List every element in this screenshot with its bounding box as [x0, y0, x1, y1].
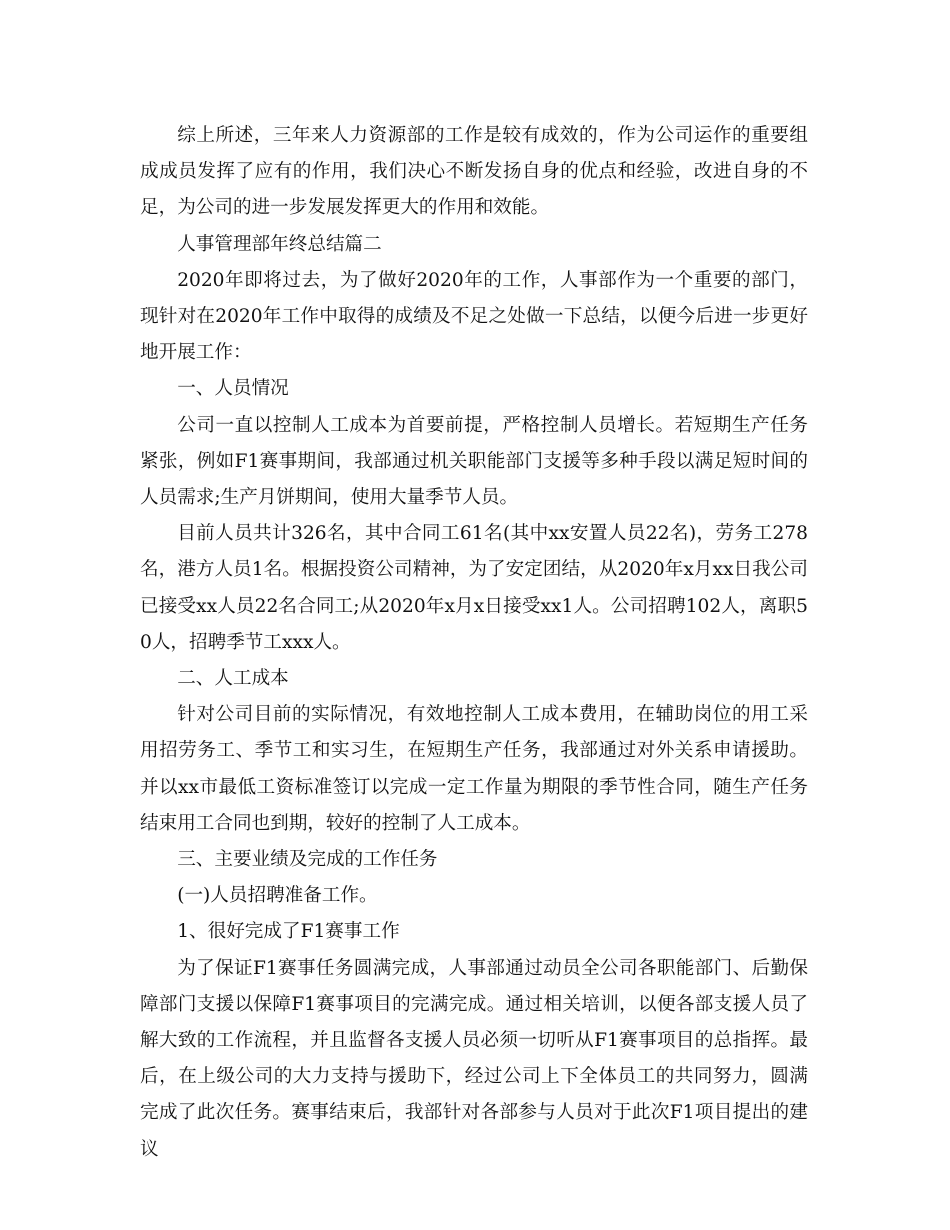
heading-labor-cost: 二、人工成本: [177, 668, 289, 690]
paragraph-staff-control: 公司一直以控制人工成本为首要前提，严格控制人员增长。若短期生产任务紧张，例如F1赛事期间，我部通过机关职能部门支援等多种手段以满足短时间的人员需求;生产月饼期间，使用大量季节人员。: [140, 414, 808, 509]
paragraph-f1-event: 为了保证F1赛事任务圆满完成，人事部通过动员全公司各职能部门、后勤保障部门支援以保障F1赛事项目的完满完成。通过相关培训，以便各部支援人员了解大致的工作流程，并且监督各支援人员必须一切听从F1赛事项目的总指挥。最后，在上级公司的大力支持与援助下，经过公司上下全体员工的共同努力，圆满完成了此次任务。赛事结束后，我部针对各部参与人员对于此次F1项目提出的建议: [140, 957, 808, 1160]
section-title-part-two: 人事管理部年终总结篇二: [177, 233, 382, 255]
subheading-recruitment: (一)人员招聘准备工作。: [177, 885, 378, 907]
subheading-f1-event: 1、很好完成了F1赛事工作: [177, 921, 400, 943]
document-body: [140, 118, 808, 1168]
paragraph-summary: 综上所述，三年来人力资源部的工作是较有成效的，作为公司运作的重要组成成员发挥了应有的作用，我们决心不断发扬自身的优点和经验，改进自身的不足，为公司的进一步发展发挥更大的作用和效能。: [140, 125, 808, 219]
heading-staffing: 一、人员情况: [177, 378, 289, 400]
paragraph-staff-count: 目前人员共计326名，其中合同工61名(其中xx安置人员22名)，劳务工278名，港方人员1名。根据投资公司精神，为了安定团结，从2020年x月xx日我公司已接受xx人员22名合同工;从2020年x月x日接受xx1人。公司招聘102人，离职50人，招聘季节工xxx人。: [140, 523, 808, 653]
heading-main-achievements: 三、主要业绩及完成的工作任务: [177, 849, 438, 871]
paragraph-labor-cost: 针对公司目前的实际情况，有效地控制人工成本费用，在辅助岗位的用工采用招劳务工、季节工和实习生，在短期生产任务，我部通过对外关系申请援助。并以xx市最低工资标准签订以完成一定工作量为期限的季节性合同，随生产任务结束用工合同也到期，较好的控制了人工成本。: [140, 704, 808, 834]
paragraph-intro-2020: 2020年即将过去，为了做好2020年的工作，人事部作为一个重要的部门，现针对在2020年工作中取得的成绩及不足之处做一下总结，以便今后进一步更好地开展工作：: [140, 269, 808, 364]
